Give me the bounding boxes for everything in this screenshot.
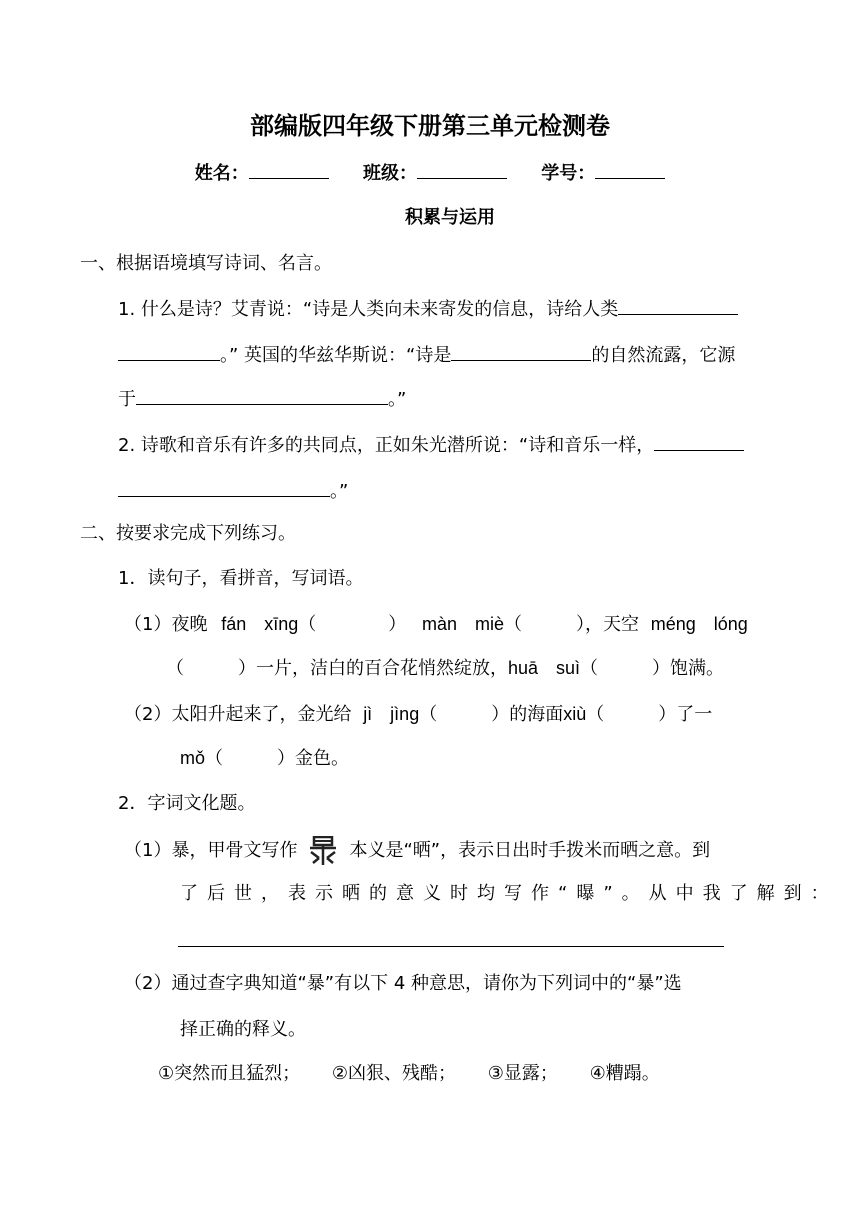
class-blank[interactable] bbox=[417, 160, 507, 179]
pinyin: xiù bbox=[563, 704, 587, 724]
q1-text: 1. 什么是诗？艾青说：“诗是人类向未来寄发的信息，诗给人类 bbox=[118, 299, 619, 320]
pinyin-sentence-2a bbox=[124, 702, 712, 727]
section-heading: 积累与运用 bbox=[405, 207, 495, 228]
q2-blank-b[interactable] bbox=[118, 478, 330, 497]
meaning-item: ④糟蹋。 bbox=[589, 1063, 660, 1084]
part2-heading: 二、按要求完成下列练习。 bbox=[80, 523, 296, 544]
q2-text-end: 。” bbox=[330, 481, 349, 502]
pinyin: mǒ bbox=[180, 748, 206, 768]
c1-text-a: （1）暴，甲骨文写作 bbox=[124, 840, 298, 861]
c1-answer-blank[interactable] bbox=[178, 928, 724, 947]
q2-line1 bbox=[118, 432, 744, 458]
answer-box[interactable]: （ ）饱满。 bbox=[580, 658, 725, 679]
name-blank[interactable] bbox=[249, 160, 329, 179]
culture-q2-line2: 择正确的释义。 bbox=[180, 1019, 306, 1040]
pinyin: huā suì bbox=[508, 658, 581, 678]
pinyin: màn miè bbox=[421, 614, 504, 634]
oracle-bone-glyph-icon bbox=[307, 836, 339, 866]
q1-line1 bbox=[118, 296, 738, 322]
pinyin: jì jìng bbox=[363, 704, 420, 724]
answer-box[interactable]: （ ）了一 bbox=[586, 704, 713, 725]
meaning-item: ②凶狠、残酷； bbox=[331, 1063, 457, 1084]
part1-heading: 一、根据语境填写诗词、名言。 bbox=[80, 253, 332, 274]
name-field[interactable] bbox=[195, 163, 329, 184]
culture-q1-line1 bbox=[124, 836, 710, 866]
meaning-item: ①突然而且猛烈； bbox=[158, 1063, 301, 1084]
culture-q2-line1: （2）通过查字典知道“暴”有以下 4 种意思，请你为下列词中的“暴”选 bbox=[124, 973, 682, 994]
q1-text-3a: 于 bbox=[118, 389, 136, 410]
subsection-2: 2．字词文化题。 bbox=[118, 793, 256, 814]
q2-line2 bbox=[118, 478, 348, 504]
q1-text-2a: 。” 英国的华兹华斯说：“诗是 bbox=[220, 345, 452, 366]
class-field[interactable] bbox=[363, 163, 507, 184]
pinyin: méng lóng bbox=[650, 614, 748, 634]
c1-text-b: 本义是“晒”，表示日出时手拨米而晒之意。到 bbox=[349, 840, 711, 861]
q1-blank-1a[interactable] bbox=[618, 296, 738, 315]
student-info bbox=[0, 160, 860, 186]
s1-num: （1）夜晚 bbox=[124, 614, 208, 635]
q1-text-2b: 的自然流露，它源 bbox=[591, 345, 736, 366]
meaning-item: ③显露； bbox=[487, 1063, 558, 1084]
pinyin-sentence-1a bbox=[124, 612, 748, 637]
q2-text: 2. 诗歌和音乐有许多的共同点，正如朱光潜所说：“诗和音乐一样， bbox=[118, 435, 655, 456]
page-title: 部编版四年级下册第三单元检测卷 bbox=[250, 112, 610, 140]
class-label: 班级： bbox=[363, 163, 417, 184]
pinyin-sentence-1b bbox=[166, 656, 724, 681]
q1-line2 bbox=[118, 342, 735, 368]
answer-box[interactable]: （ ），天空 bbox=[504, 614, 639, 635]
q1-blank-3[interactable] bbox=[136, 386, 388, 405]
answer-box[interactable]: （ ）一片，洁白的百合花悄然绽放， bbox=[166, 658, 508, 679]
pinyin: fán xīng bbox=[221, 614, 299, 634]
q2-blank-a[interactable] bbox=[654, 432, 744, 451]
culture-q1-line2: 了后世，表示晒的意义时均写作“曝”。从中我了解到： bbox=[180, 883, 838, 904]
number-label: 学号： bbox=[541, 163, 596, 184]
q1-line3 bbox=[118, 386, 406, 412]
q1-blank-2[interactable] bbox=[451, 342, 591, 361]
answer-box[interactable]: （ ） bbox=[298, 614, 407, 635]
answer-box[interactable]: （ ）的海面 bbox=[419, 704, 564, 725]
name-label: 姓名： bbox=[194, 163, 249, 184]
subsection-1: 1．读句子，看拼音，写词语。 bbox=[118, 568, 364, 589]
number-field[interactable] bbox=[541, 163, 665, 184]
number-blank[interactable] bbox=[595, 160, 665, 179]
q1-text-3b: 。” bbox=[388, 389, 407, 410]
culture-q1-answer-line bbox=[178, 928, 724, 954]
q1-blank-1b[interactable] bbox=[118, 342, 220, 361]
pinyin-sentence-2b bbox=[180, 746, 349, 771]
s2-num: （2）太阳升起来了，金光给 bbox=[124, 704, 352, 725]
answer-box[interactable]: （ ）金色。 bbox=[205, 748, 350, 769]
meanings-list bbox=[158, 1062, 660, 1086]
